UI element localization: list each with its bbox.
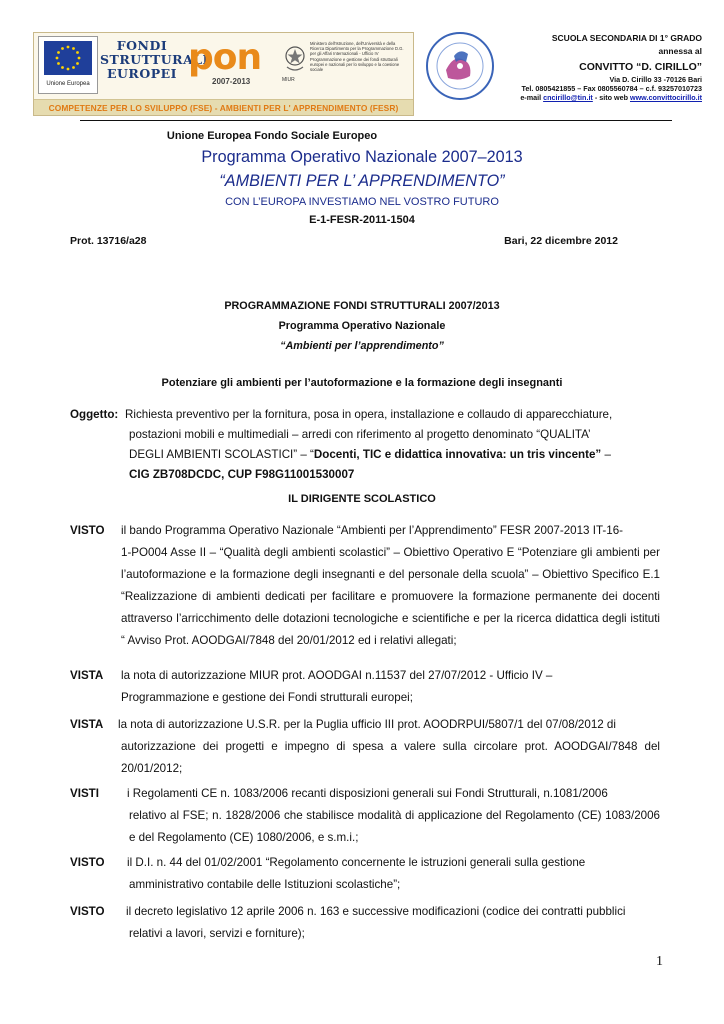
pon-word: pon xyxy=(188,37,262,78)
para-rest: relativi a lavori, servizi e forniture); xyxy=(129,927,305,940)
para-label: VISTA xyxy=(70,669,104,682)
miur-caption: MIUR xyxy=(282,77,295,83)
protocol-number: Prot. 13716/a28 xyxy=(70,235,147,247)
para-first-line: il decreto legislativo 12 aprile 2006 n. 163 e successive modificazioni (codice dei contratti pubblici xyxy=(126,905,626,918)
para-visto-di-44 xyxy=(127,852,660,896)
programma-title: Programma Operativo Nazionale 2007–2013 xyxy=(201,148,523,166)
oggetto-cig-cup: CIG ZB708DCDC, CUP F98G11001530007 xyxy=(129,468,355,481)
oggetto-project-name: Docenti, TIC e didattica innovativa: un tris vincente” xyxy=(313,448,602,461)
para-vista-nota-usr xyxy=(118,714,660,780)
dirigente-heading: IL DIRIGENTE SCOLASTICO xyxy=(288,493,436,505)
para-label: VISTO xyxy=(70,856,105,869)
para-label: VISTO xyxy=(70,524,105,537)
para-first-line: il bando Programma Operativo Nazionale “Ambienti per l’Apprendimento” FESR 2007-2013 IT-16- xyxy=(121,524,624,537)
para-label: VISTA xyxy=(70,718,104,731)
para-visto-bando xyxy=(121,520,660,652)
school-name: CONVITTO “D. CIRILLO” xyxy=(579,61,702,73)
ambienti-italic-heading: “Ambienti per l’apprendimento” xyxy=(280,340,444,352)
site-prefix: - sito web xyxy=(592,93,630,102)
para-first-line: il D.I. n. 44 del 01/02/2001 “Regolamento concernente le istruzioni generali sulla gestione xyxy=(127,856,586,869)
para-vista-nota-miur xyxy=(121,665,660,709)
oggetto-line-3c: – xyxy=(601,448,611,461)
para-label: VISTI xyxy=(70,787,99,800)
programmazione-heading: PROGRAMMAZIONE FONDI STRUTTURALI 2007/2013 xyxy=(224,300,500,312)
pon-logo xyxy=(186,37,278,93)
para-first-line: i Regolamenti CE n. 1083/2006 recanti disposizioni generali sui Fondi Strutturali, n.1081/2006 xyxy=(127,787,608,800)
fondi-strutturali-logo xyxy=(100,38,209,81)
fondi-line-1: FONDI xyxy=(116,38,168,53)
ue-fse-heading: Unione Europea Fondo Sociale Europeo xyxy=(166,130,378,142)
para-rest: 1-PO004 Asse II – “Qualità degli ambienti scolastici” – Obiettivo Operativo E “Potenziare gli ambienti per l’autoformazione e la formazione degli insegnanti e del personale della scuola” – Obiettivo Specifico E.1 “Realizzazione di ambienti dedicati per facilitare e promuovere la formazione permanente dei docenti attraverso l’arricchimento delle dotazioni tecnologiche e scientifiche e per la ricerca didattica degli istituti “ Avviso Prot. AOODGAI/7848 del 20/01/2012 ed i relativi allegati; xyxy=(121,546,660,647)
pon-years: 2007-2013 xyxy=(212,77,251,86)
school-level: SCUOLA SECONDARIA DI 1° GRADO xyxy=(551,33,702,43)
fondi-line-3: EUROPEI xyxy=(107,66,177,81)
para-rest: relativo al FSE; n. 1828/2006 che stabilisce modalità di applicazione del Regolamento (CE) 1083/2006 e del Regolamento (CE) 1080/2006, e s.m.i.; xyxy=(129,809,660,844)
eu-flag-icon xyxy=(44,41,92,75)
banner-strip: COMPETENZE PER LO SVILUPPO (FSE) - AMBIENTI PER L' APPRENDIMENTO (FESR) xyxy=(34,99,413,115)
pon-header-banner xyxy=(33,32,414,116)
eu-logo xyxy=(38,36,98,94)
oggetto-label: Oggetto: xyxy=(70,408,119,421)
para-rest: autorizzazione dei progetti e impegno di spesa a valere sulla circolare prot. AOODGAI/7848 del 20/01/2012; xyxy=(121,740,660,775)
para-first-line: la nota di autorizzazione MIUR prot. AOODGAI n.11537 del 27/07/2012 - Ufficio IV – xyxy=(121,669,553,682)
para-rest: amministrativo contabile delle Istituzioni scolastiche”; xyxy=(129,878,401,891)
para-visti-regolamenti xyxy=(127,783,660,849)
para-label: VISTO xyxy=(70,905,105,918)
school-address: Via D. Cirillo 33 -70126 Bari xyxy=(609,75,702,84)
header-divider xyxy=(80,120,672,121)
programma-operativo-heading: Programma Operativo Nazionale xyxy=(278,320,446,332)
para-visto-dlgs-163 xyxy=(126,901,660,945)
eu-caption: Unione Europea xyxy=(46,81,90,87)
oggetto-line-3a: DEGLI AMBIENTI SCOLASTICI” – “ xyxy=(129,448,314,461)
para-first-line: la nota di autorizzazione U.S.R. per la Puglia ufficio III prot. AOODRPUI/5807/1 del 07/08/2012 di xyxy=(118,718,616,731)
email-prefix: e-mail xyxy=(520,93,544,102)
oggetto-line-2: postazioni mobili e multimediali – arredi con riferimento al progetto denominato “QUALITA’ xyxy=(129,428,591,441)
para-rest: Programmazione e gestione dei Fondi strutturali europei; xyxy=(121,691,413,704)
email-link[interactable]: cncirillo@tin.it xyxy=(543,93,593,102)
oggetto-line-1: Richiesta preventivo per la fornitura, posa in opera, installazione e collaudo di apparecchiature, xyxy=(125,408,613,421)
school-contacts: Tel. 0805421855 – Fax 0805560784 – c.f. 93257010723 xyxy=(521,84,702,93)
fondi-line-2: STRUTTURALI xyxy=(100,52,209,67)
school-annex: annessa al xyxy=(658,46,702,56)
school-header xyxy=(460,32,702,102)
project-code: E-1-FESR-2011-1504 xyxy=(309,214,415,226)
ministry-text: Ministero dell'Istruzione, dell'Università e della Ricerca Dipartimento per la Programmazione D.G. per gli Affari Internazionali - Ufficio IV Programmazione e gestione dei fondi strutturali europei e nazionali per lo sviluppo e la coesione sociale xyxy=(310,41,404,73)
oggetto-body xyxy=(125,405,650,485)
website-link[interactable]: www.convittocirillo.it xyxy=(629,93,702,102)
document-date: Bari, 22 dicembre 2012 xyxy=(504,235,618,247)
page-number: 1 xyxy=(656,954,663,969)
school-email-line xyxy=(460,93,702,102)
ambienti-title: “AMBIENTI PER L’ APPRENDIMENTO” xyxy=(219,172,505,190)
italian-republic-emblem-icon xyxy=(284,43,306,73)
europa-slogan: CON L’EUROPA INVESTIAMO NEL VOSTRO FUTURO xyxy=(225,196,499,208)
oggetto-line-3 xyxy=(125,445,650,465)
potenziare-heading: Potenziare gli ambienti per l’autoformazione e la formazione degli insegnanti xyxy=(161,377,563,389)
